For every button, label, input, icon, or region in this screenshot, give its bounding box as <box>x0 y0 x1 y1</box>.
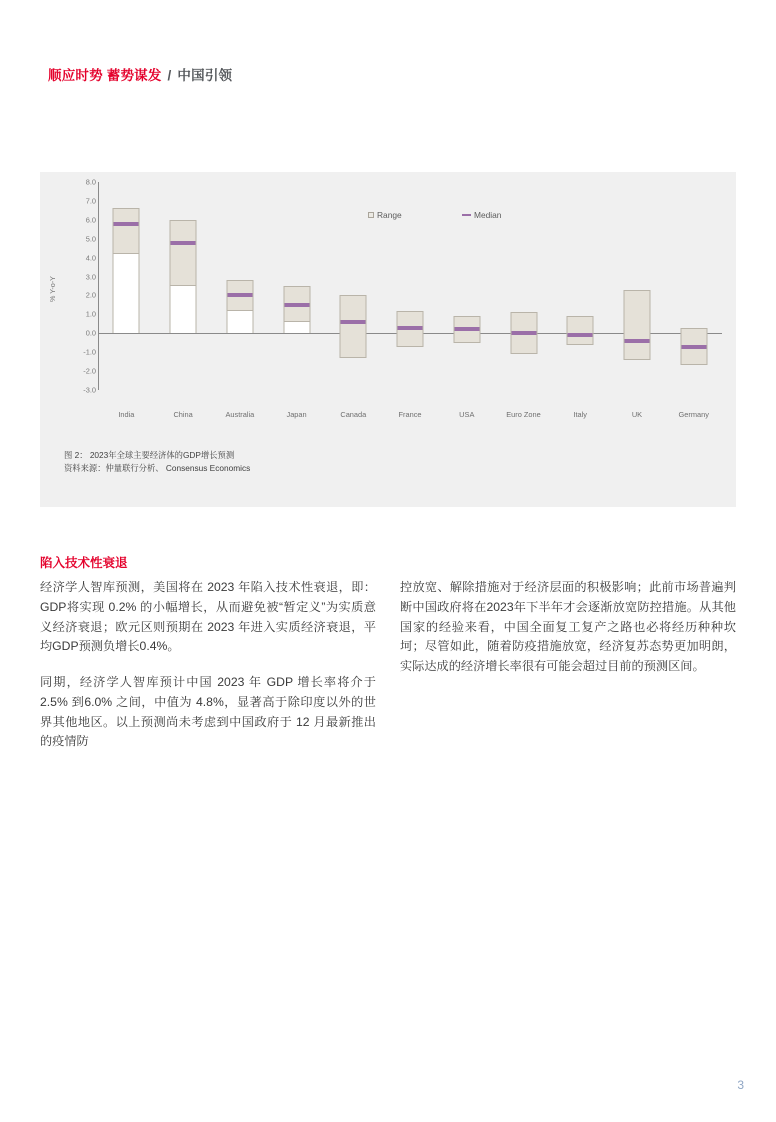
y-axis-tick: 8.0 <box>85 177 96 187</box>
median-marker <box>341 320 366 324</box>
median-marker <box>511 331 536 335</box>
y-axis-tick: 7.0 <box>85 196 96 206</box>
bar-slot <box>609 172 666 442</box>
y-axis-title: % Y-o-Y <box>48 276 57 302</box>
y-axis-tick: -3.0 <box>83 385 96 395</box>
bar-slot <box>155 172 212 442</box>
median-marker <box>171 241 196 245</box>
bar-slot <box>665 172 722 442</box>
y-axis-tick: 6.0 <box>85 215 96 225</box>
y-axis-tick: 3.0 <box>85 271 96 281</box>
body-column-left <box>40 578 376 768</box>
y-axis-tick: 1.0 <box>85 309 96 319</box>
median-marker <box>227 293 252 297</box>
y-axis-tick: -1.0 <box>83 347 96 357</box>
x-axis-tick: Japan <box>286 410 307 419</box>
bar-base-fill <box>170 286 197 333</box>
bar-base-fill <box>283 322 310 333</box>
bar-base-fill <box>113 254 140 333</box>
legend-label-median: Median <box>474 210 502 220</box>
x-axis-tick: Australia <box>225 410 255 419</box>
bar-slot <box>552 172 609 442</box>
header-section-text: 中国引领 <box>177 68 233 83</box>
x-axis-tick: Euro Zone <box>506 410 541 419</box>
x-axis-tick: USA <box>459 410 475 419</box>
x-axis-tick: Germany <box>678 410 709 419</box>
bar-base-fill <box>226 311 253 334</box>
page-header <box>48 64 232 84</box>
bar-slot <box>438 172 495 442</box>
range-box <box>113 208 140 253</box>
bar-slot <box>211 172 268 442</box>
range-box <box>170 220 197 286</box>
x-axis-tick: France <box>398 410 422 419</box>
median-marker <box>454 327 479 331</box>
y-axis-tick-labels <box>68 172 96 442</box>
page-number: 3 <box>737 1078 744 1092</box>
x-axis-category-labels <box>98 410 722 419</box>
figure-caption-title: 图 2： 2023年全球主要经济体的GDP增长预测 <box>64 450 235 461</box>
x-axis-tick: Canada <box>340 410 367 419</box>
median-marker <box>398 326 423 330</box>
body-column-right <box>400 578 736 693</box>
bar-group <box>98 172 722 442</box>
x-axis-tick: UK <box>631 410 643 419</box>
y-axis-tick: 0.0 <box>85 328 96 338</box>
median-marker <box>681 345 706 349</box>
y-axis-tick: -2.0 <box>83 366 96 376</box>
section-heading: 陷入技术性衰退 <box>40 556 128 570</box>
bar-slot <box>268 172 325 442</box>
range-box <box>623 290 650 360</box>
y-axis-tick: 4.0 <box>85 252 96 262</box>
header-red-text: 顺应时势 蓄势谋发 <box>48 68 162 83</box>
figure-caption <box>64 449 250 475</box>
figure-caption-source: 资料来源：仲量联行分析、 Consensus Economics <box>64 463 251 474</box>
bar-slot <box>495 172 552 442</box>
x-axis-tick: China <box>173 410 193 419</box>
median-marker <box>114 222 139 226</box>
plot-area <box>98 172 722 442</box>
y-axis-tick: 5.0 <box>85 234 96 244</box>
median-marker <box>624 339 649 343</box>
bar-slot <box>325 172 382 442</box>
range-box <box>567 316 594 344</box>
bar-slot <box>98 172 155 442</box>
median-marker <box>284 303 309 307</box>
header-separator: / <box>167 68 172 83</box>
paragraph: 控放宽、解除措施对于经济层面的积极影响；此前市场普遍判断中国政府将在2023年下半年才会逐渐放宽防控措施。从其他国家的经验来看，中国全面复工复产之路也必将经历种种坎坷；尽管如此，随着防疫措施放宽，经济复苏态势更加明朗，实际达成的经济增长率很有可能会超过目前的预测区间。 <box>400 580 736 674</box>
median-marker <box>568 333 593 337</box>
legend-label-range: Range <box>377 210 402 220</box>
bar-slot <box>382 172 439 442</box>
range-box <box>340 295 367 357</box>
paragraph: 经济学人智库预测，美国将在 2023 年陷入技术性衰退，即：GDP将实现 0.2% 的小幅增长，从而避免被“暂定义”为实质意义经济衰退；欧元区则预期在 2023 年进入实质经济衰退，平均GDP预测负增长0.4%。 <box>40 580 376 654</box>
paragraph: 同期，经济学人智库预计中国 2023 年 GDP 增长率将介于 2.5% 到6.0% 之间，中值为 4.8%，显著高于除印度以外的世界其他地区。以上预测尚未考虑到中国政府于 12 月最新推出的疫情防 <box>40 675 376 749</box>
x-axis-tick: Italy <box>573 410 588 419</box>
y-axis-tick: 2.0 <box>85 290 96 300</box>
x-axis-tick: India <box>118 410 135 419</box>
gdp-range-chart <box>40 172 736 442</box>
figure-panel <box>40 172 736 507</box>
